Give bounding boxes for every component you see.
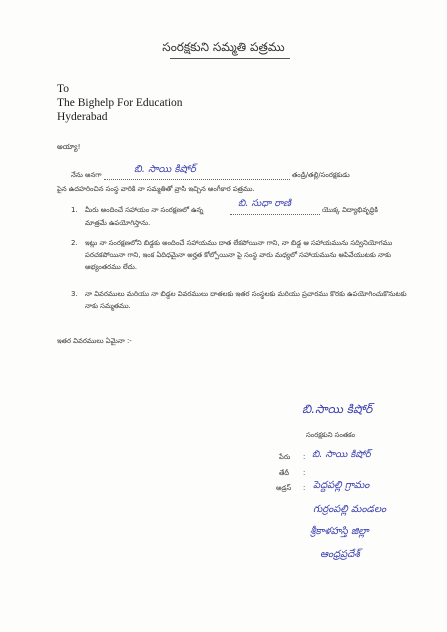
name-dotted-line	[104, 179, 290, 180]
title-underline	[170, 58, 290, 59]
name-colon: :	[303, 453, 306, 461]
item-1-number: 1.	[71, 206, 78, 214]
handwritten-student-name: బి. సుధా రాణి	[238, 198, 291, 209]
other-details-label: ఇతర వివరములు ఏమైనా :-	[57, 337, 132, 345]
organization-name: The Bighelp For Education	[57, 97, 183, 109]
address-label: అడ్రస్	[276, 484, 292, 492]
intro-line-2: పైన ఉదహరించిన సంస్థ వారికి నా సమ్మతితో వ్రాసి ఇచ్చిన అంగీకార పత్రము.	[57, 185, 255, 193]
intro-suffix: తండ్రి/తల్లి/సంరక్షకుడు	[292, 171, 350, 179]
handwritten-guardian-name: బి. సాయి కిషోర్	[134, 164, 196, 175]
address-colon: :	[303, 484, 306, 492]
signature-label: సంరక్షకుని సంతకం	[306, 431, 356, 439]
to-label: To	[57, 83, 69, 95]
item-1-prefix: మీరు అందించే సహాయం నా సంరక్షణలో ఉన్న	[85, 206, 204, 214]
handwritten-address-line-1: పెద్దపల్లి గ్రామం	[313, 480, 370, 491]
salutation: అయ్యా!	[57, 142, 81, 151]
item-3-number: 3.	[71, 290, 78, 298]
handwritten-name-value: బి. సాయి కిషోర్	[312, 449, 371, 460]
item-3-text: నా వివరములు మరియు నా బిడ్డల వివరములు దాతలకు ఇతర సంస్థలకు మరియు ప్రచారము కొరకు ఉపయోగించుకొనుటకు నాకు సమ్మతము.	[85, 290, 407, 310]
handwritten-address-line-3: శ్రీకాళహస్తి జిల్లా	[310, 526, 369, 537]
date-label: తేదీ	[279, 469, 290, 477]
item-2-number: 2.	[71, 239, 78, 247]
handwritten-address-line-2: గుర్రంపల్లి మండలం	[313, 504, 387, 515]
item-1-suffix: యొక్క విద్యాభివృద్ధికి	[322, 206, 378, 214]
date-colon: :	[303, 469, 306, 477]
handwritten-signature: బి.సాయి కిషోర్	[302, 402, 373, 416]
name-label: పేరు	[279, 453, 291, 461]
intro-prefix: నేను అనగా	[71, 171, 102, 179]
page-title: సంరక్షకుని సమ్మతి పత్రము	[162, 40, 285, 54]
item-2-text: ఇట్లు నా సంరక్షణలోని బిడ్డకు అందించే సహాయము దాత లేకపోయినా గాని, నా బిడ్డ ఆ సహాయమును సద్వినియోగము పరచకపోయినా గాని, ఇంక ఏదిధమైనా అర్హత కోల్పోయినా పై సంస్థ వారు మధ్యలో సహాయమును ఆపివేయుటకు నాకు అభ్యంతరము లేదు.	[85, 239, 393, 271]
organization-city: Hyderabad	[57, 111, 108, 123]
item-1-line-2: మాత్రమే ఉపయోగిస్తాను.	[85, 219, 151, 227]
handwritten-address-line-4: ఆంధ్రప్రదేశ్	[320, 549, 360, 560]
student-dotted-line	[230, 214, 320, 215]
